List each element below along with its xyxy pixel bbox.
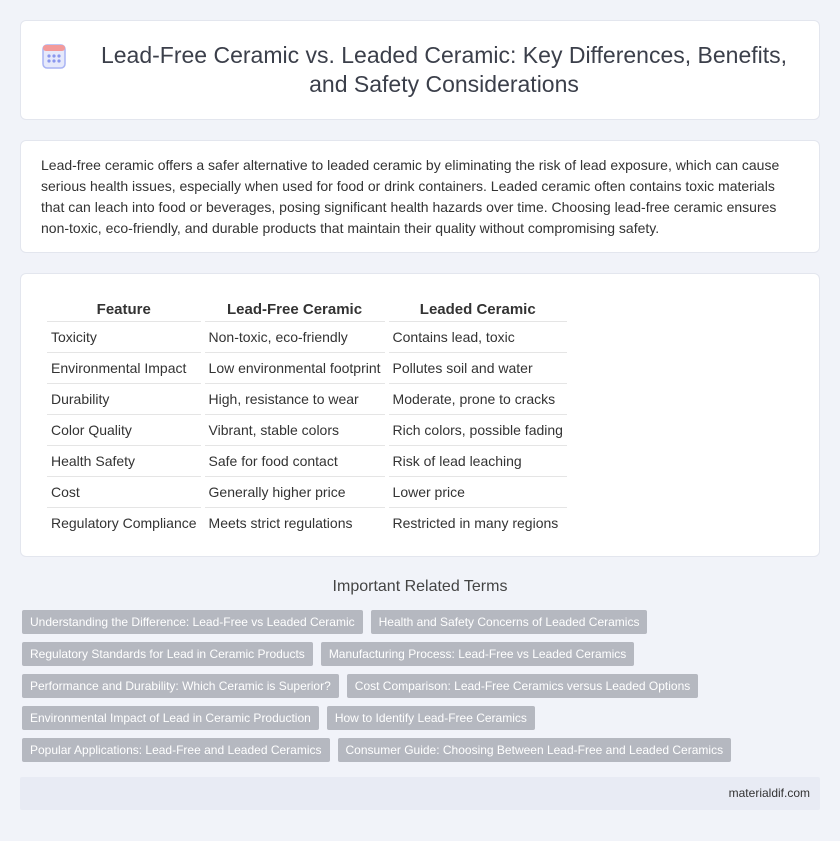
lead-free-cell: Vibrant, stable colors	[205, 414, 385, 445]
tag-row	[22, 706, 822, 730]
table-row	[47, 476, 567, 507]
comparison-table	[43, 294, 571, 538]
lead-free-cell: High, resistance to wear	[205, 383, 385, 414]
header-feature: Feature	[96, 301, 151, 318]
footer-site-link[interactable]: materialdif.com	[728, 786, 810, 800]
related-term-link[interactable]: Regulatory Standards for Lead in Ceramic Products	[22, 642, 313, 666]
tag-row	[22, 674, 822, 698]
intro-paragraph: Lead-free ceramic offers a safer alternative to leaded ceramic by eliminating the risk of lead exposure, which can cause serious health issues, especially when used for food or drink containers. Leaded ceramic often contains toxic materials that can leach into food or beverages, posing significant health hazards over time. Choosing lead-free ceramic ensures non-toxic, eco-friendly, and durable products that maintain their quality without compromising safety.	[41, 157, 780, 236]
lead-free-cell: Low environmental footprint	[205, 352, 385, 383]
table-row	[47, 507, 567, 538]
feature-cell: Cost	[47, 476, 201, 507]
lead-free-cell: Non-toxic, eco-friendly	[205, 321, 385, 352]
feature-cell: Regulatory Compliance	[47, 507, 201, 538]
tag-row	[22, 738, 822, 762]
related-term-link[interactable]: Understanding the Difference: Lead-Free vs Leaded Ceramic	[22, 610, 363, 634]
header-lead-free: Lead-Free Ceramic	[227, 301, 363, 318]
related-term-link[interactable]: How to Identify Lead-Free Ceramics	[327, 706, 535, 730]
leaded-cell: Pollutes soil and water	[389, 352, 567, 383]
feature-cell: Health Safety	[47, 445, 201, 476]
page-title: Lead-Free Ceramic vs. Leaded Ceramic: Key Differences, Benefits, and Safety Considerations	[100, 42, 788, 97]
table-row	[47, 321, 567, 352]
table-row	[47, 352, 567, 383]
lead-free-cell: Meets strict regulations	[205, 507, 385, 538]
title-card	[20, 20, 820, 120]
tag-row	[22, 642, 822, 666]
related-term-link[interactable]: Cost Comparison: Lead-Free Ceramics versus Leaded Options	[347, 674, 698, 698]
table-row	[47, 445, 567, 476]
related-term-link[interactable]: Manufacturing Process: Lead-Free vs Leaded Ceramics	[321, 642, 634, 666]
comparison-card	[20, 273, 820, 557]
calendar-grid-icon	[41, 42, 67, 70]
related-term-link[interactable]: Performance and Durability: Which Ceramic is Superior?	[22, 674, 339, 698]
lead-free-cell: Safe for food contact	[205, 445, 385, 476]
footer	[20, 777, 820, 810]
leaded-cell: Risk of lead leaching	[389, 445, 567, 476]
lead-free-cell: Generally higher price	[205, 476, 385, 507]
related-term-link[interactable]: Popular Applications: Lead-Free and Leaded Ceramics	[22, 738, 330, 762]
feature-cell: Toxicity	[47, 321, 201, 352]
related-term-link[interactable]: Environmental Impact of Lead in Ceramic Production	[22, 706, 319, 730]
leaded-cell: Contains lead, toxic	[389, 321, 567, 352]
feature-cell: Durability	[47, 383, 201, 414]
table-row	[47, 414, 567, 445]
table-row	[47, 383, 567, 414]
table-header-row	[47, 294, 567, 321]
related-terms-heading: Important Related Terms	[332, 578, 508, 595]
leaded-cell: Lower price	[389, 476, 567, 507]
feature-cell: Environmental Impact	[47, 352, 201, 383]
leaded-cell: Moderate, prone to cracks	[389, 383, 567, 414]
related-terms-list	[22, 610, 822, 770]
tag-row	[22, 610, 822, 634]
header-leaded: Leaded Ceramic	[419, 301, 536, 318]
related-term-link[interactable]: Health and Safety Concerns of Leaded Ceramics	[371, 610, 648, 634]
leaded-cell: Restricted in many regions	[389, 507, 567, 538]
feature-cell: Color Quality	[47, 414, 201, 445]
intro-card	[20, 140, 820, 253]
related-term-link[interactable]: Consumer Guide: Choosing Between Lead-Free and Leaded Ceramics	[338, 738, 732, 762]
title-row	[21, 41, 819, 99]
leaded-cell: Rich colors, possible fading	[389, 414, 567, 445]
